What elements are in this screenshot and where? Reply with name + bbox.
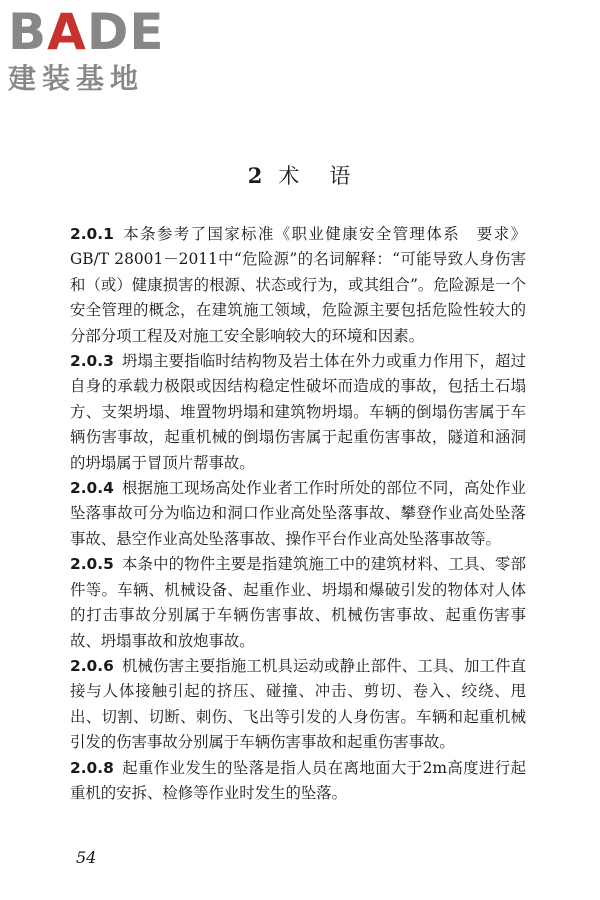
clause-number: 2.0.6 — [70, 656, 114, 675]
clause-paragraph — [70, 349, 526, 476]
logo-subtitle: 建装基地 — [8, 62, 145, 95]
clause-text: 本条中的物件主要是指建筑施工中的建筑材料、工具、零部件等。车辆、机械设备、起重作业、坍塌和爆破引发的物体对人体的打击事故分别属于车辆伤害事故、机械伤害事故、起重伤害事故、坍塌事故和放炮事故。 — [70, 555, 526, 650]
logo-wordmark: BADE — [8, 3, 165, 61]
clause-number: 2.0.4 — [70, 479, 114, 498]
chapter-number: 2 — [247, 163, 265, 188]
clause-paragraph — [70, 476, 526, 552]
page-number: 54 — [76, 848, 97, 867]
clause-paragraph — [70, 552, 526, 654]
chapter-title-part2: 语 — [329, 164, 353, 188]
clause-list — [70, 222, 526, 806]
clause-number: 2.0.5 — [70, 555, 114, 574]
clause-paragraph — [70, 654, 526, 756]
chapter-title-part1: 术 — [278, 164, 302, 188]
clause-text: 根据施工现场高处作业者工作时所处的部位不同，高处作业坠落事故可分为临边和洞口作业高处坠落事故、攀登作业高处坠落事故、悬空作业高处坠落事故、操作平台作业高处坠落事故等。 — [70, 479, 526, 548]
clause-text: 机械伤害主要指施工机具运动或静止部件、工具、加工件直接与人体接触引起的挤压、碰撞、冲击、剪切、卷入、绞绕、甩出、切割、切断、刺伤、飞出等引发的人身伤害。车辆和起重机械引发的伤害事故分别属于车辆伤害事故和起重伤害事故。 — [70, 656, 526, 752]
clause-paragraph — [70, 222, 526, 349]
clause-text: 本条参考了国家标准《职业健康安全管理体系 要求》GB/T 28001－2011中“危险源”的名词解释：“可能导致人身伤害和（或）健康损害的根源、状态或行为，或其组合”。危险源是一个安全管理的概念，在建筑施工领域，危险源主要包括危险性较大的分部分项工程及对施工安全影响较大的环境和因素。 — [70, 225, 526, 345]
clause-paragraph — [70, 756, 526, 807]
clause-number: 2.0.1 — [70, 225, 114, 243]
bade-logo — [8, 4, 178, 104]
clause-text: 起重作业发生的坠落是指人员在离地面大于2m高度进行起重机的安拆、检修等作业时发生的坠落。 — [70, 758, 526, 802]
chapter-heading — [0, 160, 600, 190]
clause-number: 2.0.8 — [70, 758, 114, 777]
clause-number: 2.0.3 — [70, 352, 114, 371]
clause-text: 坍塌主要指临时结构物及岩土体在外力或重力作用下，超过自身的承载力极限或因结构稳定性破坏而造成的事故，包括土石塌方、支架坍塌、堆置物坍塌和建筑物坍塌。车辆的倒塌伤害属于车辆伤害事故，起重机械的倒塌伤害属于起重伤害事故，隧道和涵洞的坍塌属于冒顶片帮事故。 — [70, 352, 526, 472]
